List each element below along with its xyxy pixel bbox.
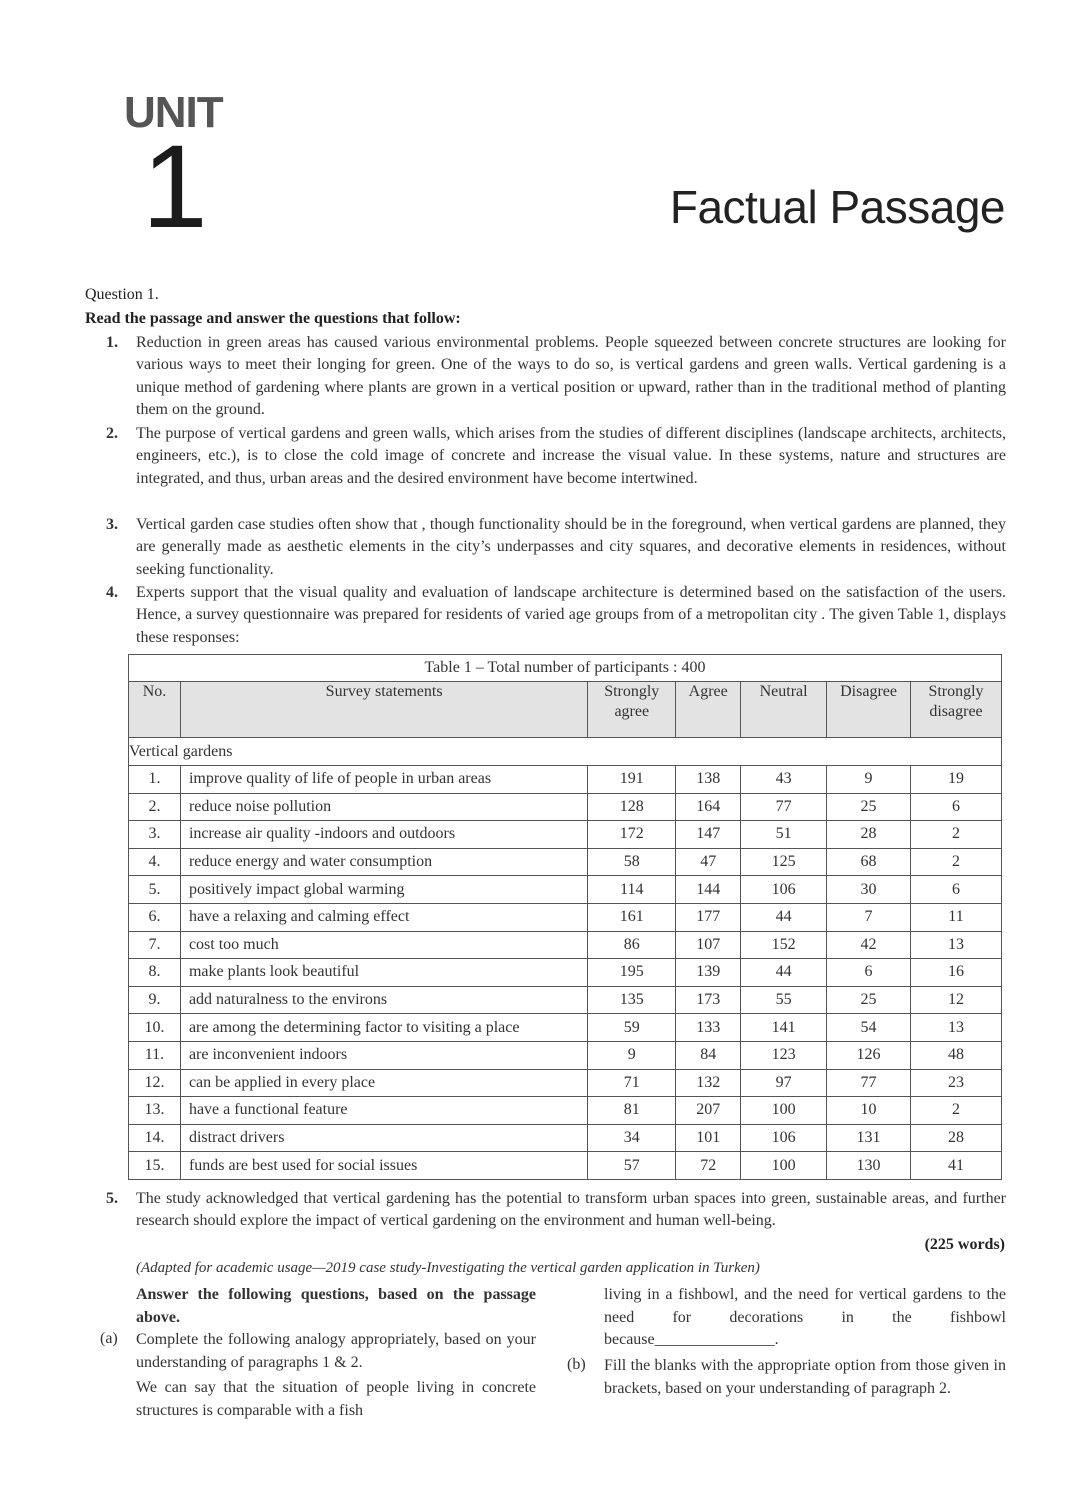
cell-disagree: 6 bbox=[827, 959, 911, 987]
header-agree: Agree bbox=[676, 682, 741, 738]
cell-strongly-agree: 135 bbox=[588, 986, 676, 1014]
cell-disagree: 25 bbox=[827, 986, 911, 1014]
cell-strongly-agree: 114 bbox=[588, 876, 676, 904]
cell-neutral: 100 bbox=[741, 1097, 827, 1125]
cell-strongly-disagree: 23 bbox=[911, 1069, 1002, 1097]
cell-strongly-agree: 58 bbox=[588, 848, 676, 876]
cell-agree: 147 bbox=[676, 821, 741, 849]
paragraph-number: 2. bbox=[106, 425, 118, 442]
cell-neutral: 123 bbox=[741, 1041, 827, 1069]
cell-strongly-agree: 86 bbox=[588, 931, 676, 959]
cell-disagree: 54 bbox=[827, 1014, 911, 1042]
cell-agree: 173 bbox=[676, 986, 741, 1014]
row-statement: have a relaxing and calming effect bbox=[180, 903, 587, 931]
row-statement: are among the determining factor to visiting a place bbox=[180, 1014, 587, 1042]
header-neutral: Neutral bbox=[741, 682, 827, 738]
paragraph-5: The study acknowledged that vertical gardening has the potential to transform urban spaces into green, sustainable areas, and further research should explore the impact of vertical gardening on the environment and human well-being. bbox=[136, 1190, 1006, 1230]
cell-agree: 139 bbox=[676, 959, 741, 987]
cell-disagree: 25 bbox=[827, 793, 911, 821]
cell-strongly-disagree: 2 bbox=[911, 821, 1002, 849]
row-number: 7. bbox=[129, 931, 181, 959]
page-title: Factual Passage bbox=[669, 181, 1005, 233]
header-disagree: Disagree bbox=[827, 682, 911, 738]
row-number: 11. bbox=[129, 1041, 181, 1069]
sub-question-a-text: Complete the following analogy appropriately, based on your understanding of paragraphs 1 & 2. bbox=[136, 1331, 536, 1371]
sub-question-a-label: (a) bbox=[100, 1330, 118, 1347]
row-number: 9. bbox=[129, 986, 181, 1014]
row-statement: add naturalness to the environs bbox=[180, 986, 587, 1014]
cell-disagree: 9 bbox=[827, 766, 911, 794]
cell-neutral: 125 bbox=[741, 848, 827, 876]
unit-label: UNIT bbox=[124, 88, 223, 137]
table-row bbox=[129, 959, 1002, 987]
cell-disagree: 42 bbox=[827, 931, 911, 959]
row-number: 13. bbox=[129, 1097, 181, 1125]
table-row bbox=[129, 903, 1002, 931]
row-statement: can be applied in every place bbox=[180, 1069, 587, 1097]
answer-intro: Answer the following questions, based on the passage above. bbox=[136, 1286, 536, 1326]
source-citation: (Adapted for academic usage—2019 case study-Investigating the vertical garden application in Turken) bbox=[136, 1260, 760, 1276]
cell-neutral: 51 bbox=[741, 821, 827, 849]
header-strongly-disagree: Strongly disagree bbox=[911, 682, 1002, 738]
table-row bbox=[129, 1014, 1002, 1042]
cell-agree: 47 bbox=[676, 848, 741, 876]
table-row bbox=[129, 1152, 1002, 1180]
cell-neutral: 106 bbox=[741, 876, 827, 904]
row-statement: positively impact global warming bbox=[180, 876, 587, 904]
paragraph-number: 3. bbox=[106, 516, 118, 533]
cell-neutral: 44 bbox=[741, 903, 827, 931]
cell-disagree: 126 bbox=[827, 1041, 911, 1069]
sub-question-a-analogy: We can say that the situation of people living in concrete structures is comparable with a fish bbox=[136, 1379, 536, 1419]
cell-disagree: 10 bbox=[827, 1097, 911, 1125]
cell-agree: 84 bbox=[676, 1041, 741, 1069]
cell-agree: 107 bbox=[676, 931, 741, 959]
cell-disagree: 7 bbox=[827, 903, 911, 931]
cell-neutral: 141 bbox=[741, 1014, 827, 1042]
cell-agree: 133 bbox=[676, 1014, 741, 1042]
table-row bbox=[129, 1069, 1002, 1097]
row-number: 15. bbox=[129, 1152, 181, 1180]
cell-strongly-disagree: 6 bbox=[911, 793, 1002, 821]
header-statement: Survey statements bbox=[180, 682, 587, 738]
cell-strongly-agree: 81 bbox=[588, 1097, 676, 1125]
cell-strongly-disagree: 28 bbox=[911, 1124, 1002, 1152]
header-no: No. bbox=[129, 682, 181, 738]
row-statement: distract drivers bbox=[180, 1124, 587, 1152]
row-statement: funds are best used for social issues bbox=[180, 1152, 587, 1180]
cell-neutral: 77 bbox=[741, 793, 827, 821]
cell-strongly-agree: 34 bbox=[588, 1124, 676, 1152]
cell-strongly-agree: 57 bbox=[588, 1152, 676, 1180]
cell-strongly-disagree: 48 bbox=[911, 1041, 1002, 1069]
paragraph-number: 5. bbox=[106, 1190, 118, 1207]
paragraph-1: Reduction in green areas has caused various environmental problems. People squeezed between concrete structures are looking for various ways to meet their longing for green. One of the ways to do so, is vertical gardens and green walls. Vertical gardening is a unique method of gardening where plants are grown in a vertical position or upward, rather than in the traditional method of planting them on the ground. bbox=[136, 334, 1006, 418]
row-number: 8. bbox=[129, 959, 181, 987]
cell-agree: 138 bbox=[676, 766, 741, 794]
cell-strongly-disagree: 13 bbox=[911, 1014, 1002, 1042]
paragraph-number: 1. bbox=[106, 334, 118, 351]
table-row bbox=[129, 876, 1002, 904]
table-row bbox=[129, 1041, 1002, 1069]
cell-neutral: 44 bbox=[741, 959, 827, 987]
cell-strongly-agree: 9 bbox=[588, 1041, 676, 1069]
cell-agree: 207 bbox=[676, 1097, 741, 1125]
cell-agree: 72 bbox=[676, 1152, 741, 1180]
row-number: 12. bbox=[129, 1069, 181, 1097]
sub-question-b-text: Fill the blanks with the appropriate option from those given in brackets, based on your understanding of paragraph 2. bbox=[604, 1357, 1006, 1397]
table-row bbox=[129, 1097, 1002, 1125]
sub-question-a-analogy-continued: living in a fishbowl, and the need for vertical gardens to the need for decorations in the fishbowl because_______________. bbox=[604, 1286, 1006, 1348]
sub-question-b-label: (b) bbox=[567, 1356, 586, 1373]
table-row bbox=[129, 986, 1002, 1014]
cell-strongly-disagree: 16 bbox=[911, 959, 1002, 987]
unit-number: 1 bbox=[142, 121, 208, 253]
cell-agree: 132 bbox=[676, 1069, 741, 1097]
cell-strongly-disagree: 11 bbox=[911, 903, 1002, 931]
cell-disagree: 30 bbox=[827, 876, 911, 904]
cell-strongly-agree: 191 bbox=[588, 766, 676, 794]
cell-strongly-agree: 71 bbox=[588, 1069, 676, 1097]
paragraph-number: 4. bbox=[106, 584, 118, 601]
cell-strongly-disagree: 41 bbox=[911, 1152, 1002, 1180]
paragraph-3: Vertical garden case studies often show that , though functionality should be in the foreground, when vertical gardens are planned, they are generally made as aesthetic elements in the city’s underpasses and city squares, and decorative elements in residences, without seeking functionality. bbox=[136, 516, 1006, 578]
cell-agree: 177 bbox=[676, 903, 741, 931]
cell-strongly-disagree: 19 bbox=[911, 766, 1002, 794]
cell-strongly-agree: 195 bbox=[588, 959, 676, 987]
question-instruction: Read the passage and answer the questions that follow: bbox=[85, 310, 461, 327]
cell-agree: 101 bbox=[676, 1124, 741, 1152]
cell-agree: 164 bbox=[676, 793, 741, 821]
table-row bbox=[129, 1124, 1002, 1152]
row-statement: have a functional feature bbox=[180, 1097, 587, 1125]
cell-neutral: 43 bbox=[741, 766, 827, 794]
row-number: 3. bbox=[129, 821, 181, 849]
cell-neutral: 152 bbox=[741, 931, 827, 959]
row-number: 14. bbox=[129, 1124, 181, 1152]
cell-disagree: 130 bbox=[827, 1152, 911, 1180]
table-section-label: Vertical gardens bbox=[129, 738, 1002, 766]
row-number: 10. bbox=[129, 1014, 181, 1042]
cell-agree: 144 bbox=[676, 876, 741, 904]
table-caption: Table 1 – Total number of participants : 400 bbox=[129, 655, 1002, 682]
row-statement: cost too much bbox=[180, 931, 587, 959]
cell-strongly-agree: 161 bbox=[588, 903, 676, 931]
cell-disagree: 77 bbox=[827, 1069, 911, 1097]
cell-disagree: 68 bbox=[827, 848, 911, 876]
cell-strongly-disagree: 13 bbox=[911, 931, 1002, 959]
survey-table bbox=[128, 654, 1002, 1180]
row-number: 1. bbox=[129, 766, 181, 794]
row-statement: are inconvenient indoors bbox=[180, 1041, 587, 1069]
cell-strongly-disagree: 2 bbox=[911, 1097, 1002, 1125]
cell-strongly-disagree: 12 bbox=[911, 986, 1002, 1014]
cell-neutral: 97 bbox=[741, 1069, 827, 1097]
table-row bbox=[129, 793, 1002, 821]
paragraph-4: Experts support that the visual quality and evaluation of landscape architecture is determined based on the satisfaction of the users. Hence, a survey questionnaire was prepared for residents of varied age groups from of a metropolitan city . The given Table 1, displays these responses: bbox=[136, 584, 1006, 646]
cell-disagree: 28 bbox=[827, 821, 911, 849]
table-row bbox=[129, 848, 1002, 876]
row-number: 4. bbox=[129, 848, 181, 876]
cell-strongly-disagree: 2 bbox=[911, 848, 1002, 876]
row-statement: increase air quality -indoors and outdoors bbox=[180, 821, 587, 849]
row-number: 6. bbox=[129, 903, 181, 931]
cell-neutral: 55 bbox=[741, 986, 827, 1014]
cell-disagree: 131 bbox=[827, 1124, 911, 1152]
row-number: 5. bbox=[129, 876, 181, 904]
cell-strongly-disagree: 6 bbox=[911, 876, 1002, 904]
cell-neutral: 106 bbox=[741, 1124, 827, 1152]
cell-strongly-agree: 172 bbox=[588, 821, 676, 849]
cell-strongly-agree: 128 bbox=[588, 793, 676, 821]
row-number: 2. bbox=[129, 793, 181, 821]
header-strongly-agree: Strongly agree bbox=[588, 682, 676, 738]
row-statement: reduce energy and water consumption bbox=[180, 848, 587, 876]
cell-strongly-agree: 59 bbox=[588, 1014, 676, 1042]
cell-neutral: 100 bbox=[741, 1152, 827, 1180]
table-row bbox=[129, 821, 1002, 849]
table-row bbox=[129, 931, 1002, 959]
paragraph-2: The purpose of vertical gardens and green walls, which arises from the studies of different disciplines (landscape architects, architects, engineers, etc.), is to close the cold image of concrete and increase the visual value. In these systems, nature and structures are integrated, and thus, urban areas and the desired environment have become intertwined. bbox=[136, 425, 1006, 487]
question-label: Question 1. bbox=[85, 286, 159, 303]
table-row bbox=[129, 766, 1002, 794]
row-statement: make plants look beautiful bbox=[180, 959, 587, 987]
row-statement: reduce noise pollution bbox=[180, 793, 587, 821]
row-statement: improve quality of life of people in urban areas bbox=[180, 766, 587, 794]
word-count: (225 words) bbox=[924, 1236, 1005, 1253]
